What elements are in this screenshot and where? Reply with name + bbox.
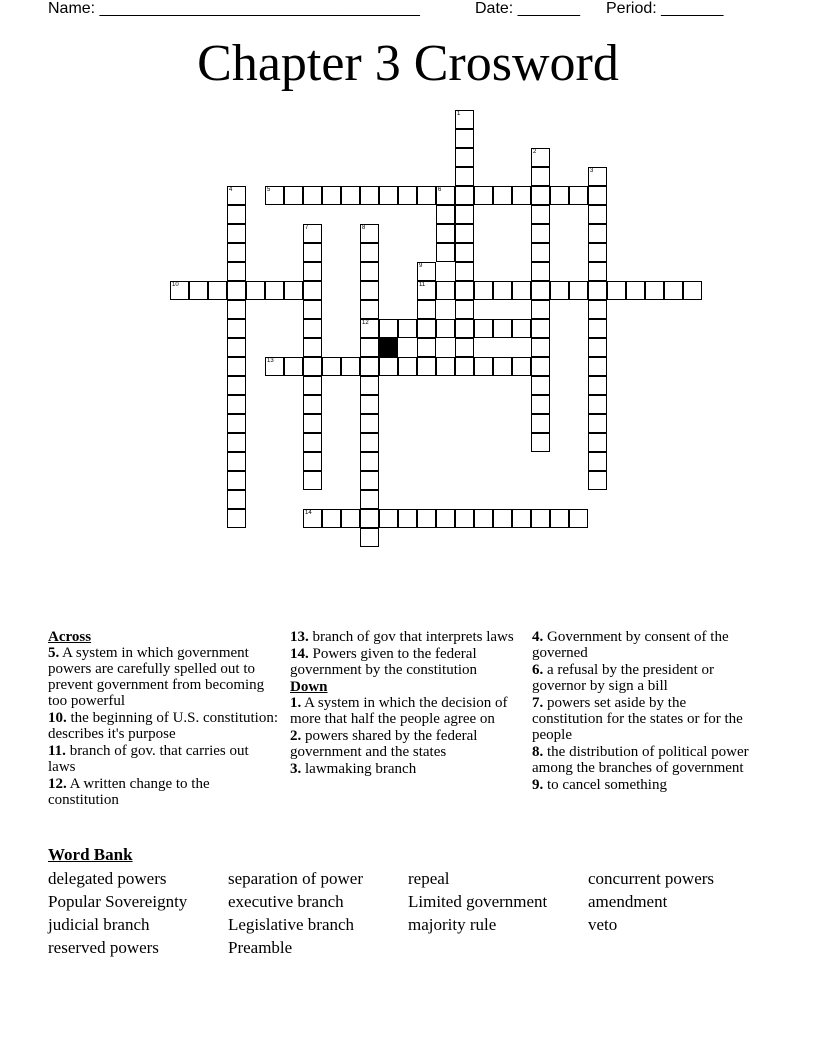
clue-item <box>290 761 525 777</box>
word-bank-item: reserved powers <box>48 938 159 957</box>
clue-number: 11. <box>48 743 66 759</box>
crossword-cell[interactable] <box>227 186 246 205</box>
crossword-cell[interactable] <box>455 281 474 300</box>
crossword-cell[interactable] <box>398 319 417 338</box>
clue-number: 5. <box>48 645 60 661</box>
crossword-cell[interactable] <box>189 281 208 300</box>
clue-text: Government by consent of the governed <box>532 629 729 661</box>
crossword-cell[interactable] <box>360 414 379 433</box>
crossword-cell[interactable] <box>588 243 607 262</box>
crossword-cell[interactable] <box>322 509 341 528</box>
crossword-cell[interactable] <box>360 357 379 376</box>
crossword-cell[interactable] <box>512 319 531 338</box>
cell-number: 5 <box>267 187 271 193</box>
cell-number: 9 <box>419 263 423 269</box>
crossword-cell[interactable] <box>436 205 455 224</box>
crossword-cell[interactable] <box>588 186 607 205</box>
clue-item <box>532 662 757 694</box>
crossword-cell[interactable] <box>455 319 474 338</box>
crossword-cell[interactable] <box>588 262 607 281</box>
crossword-cell[interactable] <box>455 338 474 357</box>
crossword-cell[interactable] <box>360 433 379 452</box>
crossword-cell[interactable] <box>360 490 379 509</box>
crossword-cell[interactable] <box>436 186 455 205</box>
clue-text: branch of gov. that carries out laws <box>48 743 249 775</box>
crossword-cell[interactable] <box>417 186 436 205</box>
crossword-cell[interactable] <box>455 357 474 376</box>
crossword-cell[interactable] <box>455 224 474 243</box>
crossword-cell[interactable] <box>246 281 265 300</box>
clue-text: lawmaking branch <box>301 761 417 777</box>
clue-number: 4. <box>532 629 544 645</box>
crossword-cell[interactable] <box>341 509 360 528</box>
crossword-cell[interactable] <box>436 319 455 338</box>
clue-number: 7. <box>532 695 544 711</box>
crossword-cell[interactable] <box>455 186 474 205</box>
clue-text: Powers given to the federal government by the constitution <box>290 646 478 678</box>
clues-column-3 <box>532 629 757 794</box>
crossword-cell[interactable] <box>379 186 398 205</box>
crossword-cell[interactable] <box>227 281 246 300</box>
clue-item <box>290 646 525 678</box>
crossword-cell[interactable] <box>512 281 531 300</box>
word-bank-item: separation of power <box>228 869 364 888</box>
clue-text: A system in which government powers are carefully spelled out to prevent government from becoming too powerful <box>48 645 265 709</box>
page-title: Chapter 3 Crosword <box>197 35 619 92</box>
crossword-cell[interactable] <box>322 186 341 205</box>
crossword-cell[interactable] <box>379 357 398 376</box>
clue-item <box>290 728 525 760</box>
clue-number: 9. <box>532 777 544 793</box>
crossword-cell[interactable] <box>493 357 512 376</box>
crossword-cell[interactable] <box>303 262 322 281</box>
crossword-cell[interactable] <box>531 243 550 262</box>
crossword-cell[interactable] <box>398 186 417 205</box>
crossword-cell[interactable] <box>683 281 702 300</box>
crossword-cell[interactable] <box>531 186 550 205</box>
crossword-cell[interactable] <box>493 186 512 205</box>
crossword-cell[interactable] <box>417 357 436 376</box>
crossword-cell[interactable] <box>569 509 588 528</box>
crossword-cell[interactable] <box>398 509 417 528</box>
crossword-cell[interactable] <box>455 148 474 167</box>
crossword-cell[interactable] <box>531 148 550 167</box>
crossword-cell[interactable] <box>227 243 246 262</box>
clue-text: to cancel something <box>543 777 667 793</box>
crossword-cell[interactable] <box>227 319 246 338</box>
clue-text: branch of gov that interprets laws <box>308 629 514 645</box>
crossword-cell[interactable] <box>227 490 246 509</box>
clue-item <box>48 743 278 775</box>
crossword-cell[interactable] <box>531 414 550 433</box>
crossword-cell[interactable] <box>208 281 227 300</box>
crossword-cell[interactable] <box>531 205 550 224</box>
crossword-cell[interactable] <box>360 186 379 205</box>
crossword-cell[interactable] <box>303 319 322 338</box>
clue-text: the beginning of U.S. constitution: describes it's purpose <box>48 710 278 742</box>
crossword-cell[interactable] <box>227 205 246 224</box>
clue-number: 2. <box>290 728 302 744</box>
crossword-cell[interactable] <box>588 167 607 186</box>
clue-number: 10. <box>48 710 67 726</box>
crossword-cell[interactable] <box>303 300 322 319</box>
crossword-cell[interactable] <box>227 395 246 414</box>
clue-text: a refusal by the president or governor by sign a bill <box>532 662 715 694</box>
crossword-cell[interactable] <box>455 300 474 319</box>
crossword-cell[interactable] <box>227 471 246 490</box>
crossword-cell[interactable] <box>360 262 379 281</box>
crossword-cell[interactable] <box>303 395 322 414</box>
clue-number: 14. <box>290 646 309 662</box>
crossword-cell[interactable] <box>664 281 683 300</box>
cell-number: 6 <box>438 187 442 193</box>
clue-text: powers shared by the federal government and the states <box>290 728 478 760</box>
clue-item <box>48 645 278 709</box>
crossword-cell[interactable] <box>531 376 550 395</box>
crossword-cell[interactable] <box>170 281 189 300</box>
crossword-cell[interactable] <box>550 281 569 300</box>
crossword-cell[interactable] <box>227 338 246 357</box>
crossword-cell[interactable] <box>436 224 455 243</box>
crossword-cell[interactable] <box>436 281 455 300</box>
crossword-cell[interactable] <box>303 186 322 205</box>
crossword-cell[interactable] <box>227 224 246 243</box>
crossword-cell[interactable] <box>588 205 607 224</box>
clue-text: A system in which the decision of more that half the people agree on <box>290 695 508 727</box>
crossword-cell[interactable] <box>303 357 322 376</box>
crossword-cell[interactable] <box>303 376 322 395</box>
crossword-cell[interactable] <box>417 281 436 300</box>
crossword-cell[interactable] <box>531 319 550 338</box>
clue-item <box>532 629 757 661</box>
word-bank <box>48 867 788 959</box>
crossword-cell[interactable] <box>379 509 398 528</box>
crossword-cell[interactable] <box>360 395 379 414</box>
crossword-cell[interactable] <box>303 471 322 490</box>
crossword-cell[interactable] <box>360 471 379 490</box>
crossword-cell[interactable] <box>303 433 322 452</box>
clue-item <box>532 695 757 743</box>
crossword-cell[interactable] <box>588 224 607 243</box>
crossword-cell[interactable] <box>227 509 246 528</box>
clue-text: the distribution of political power among the branches of government <box>532 744 749 776</box>
crossword-cell[interactable] <box>474 357 493 376</box>
cell-number: 11 <box>419 282 426 288</box>
crossword-cell[interactable] <box>303 338 322 357</box>
crossword-cell[interactable] <box>227 376 246 395</box>
clue-item <box>290 629 525 645</box>
crossword-cell[interactable] <box>493 319 512 338</box>
crossword-cell[interactable] <box>588 357 607 376</box>
crossword-cell[interactable] <box>360 338 379 357</box>
across-heading: Across <box>48 629 92 645</box>
crossword-cell[interactable] <box>474 509 493 528</box>
crossword-cell[interactable] <box>493 509 512 528</box>
clue-number: 3. <box>290 761 302 777</box>
word-bank-heading: Word Bank <box>48 845 133 864</box>
crossword-cell[interactable] <box>303 281 322 300</box>
crossword-cell[interactable] <box>455 205 474 224</box>
crossword-cell[interactable] <box>417 300 436 319</box>
crossword-cell[interactable] <box>322 357 341 376</box>
crossword-cell[interactable] <box>303 224 322 243</box>
crossword-cell[interactable] <box>512 357 531 376</box>
crossword-cell[interactable] <box>360 509 379 528</box>
crossword-cell[interactable] <box>417 262 436 281</box>
crossword-cell[interactable] <box>284 281 303 300</box>
crossword-cell[interactable] <box>417 319 436 338</box>
crossword-cell[interactable] <box>626 281 645 300</box>
crossword-cell[interactable] <box>607 281 626 300</box>
crossword-cell[interactable] <box>398 357 417 376</box>
clue-item <box>48 776 278 808</box>
word-bank-item: judicial branch <box>48 915 150 934</box>
clue-number: 8. <box>532 744 544 760</box>
cell-number: 12 <box>362 320 369 326</box>
crossword-cell[interactable] <box>284 186 303 205</box>
crossword-cell[interactable] <box>493 281 512 300</box>
crossword-cell[interactable] <box>227 414 246 433</box>
crossword-cell[interactable] <box>341 186 360 205</box>
crossword-cell[interactable] <box>531 167 550 186</box>
crossword-cell[interactable] <box>360 224 379 243</box>
cell-number: 3 <box>590 168 594 174</box>
crossword-cell[interactable] <box>284 357 303 376</box>
word-bank-item: repeal <box>408 869 450 888</box>
word-bank-item: Limited government <box>408 892 548 911</box>
crossword-cell[interactable] <box>588 300 607 319</box>
word-bank-item: veto <box>588 915 618 934</box>
crossword-cell[interactable] <box>417 509 436 528</box>
cell-number: 4 <box>229 187 233 193</box>
word-bank-item: majority rule <box>408 915 497 934</box>
crossword-cell[interactable] <box>474 281 493 300</box>
crossword-cell[interactable] <box>588 338 607 357</box>
crossword-cell[interactable] <box>455 243 474 262</box>
across-clue-list-continued <box>290 629 525 678</box>
clue-number: 13. <box>290 629 309 645</box>
crossword-cell[interactable] <box>455 509 474 528</box>
crossword-cell[interactable] <box>227 452 246 471</box>
crossword-cell[interactable] <box>417 338 436 357</box>
clue-text: A written change to the constitution <box>48 776 210 808</box>
crossword-cell[interactable] <box>588 414 607 433</box>
crossword-cell[interactable] <box>303 243 322 262</box>
cell-number: 8 <box>362 225 366 231</box>
crossword-cell[interactable] <box>303 509 322 528</box>
crossword-cell[interactable] <box>265 281 284 300</box>
crossword-cell[interactable] <box>303 452 322 471</box>
clue-number: 1. <box>290 695 302 711</box>
across-clue-list <box>48 645 278 808</box>
crossword-cell[interactable] <box>531 395 550 414</box>
crossword-cell[interactable] <box>379 319 398 338</box>
crossword-cell[interactable] <box>474 186 493 205</box>
crossword-cell[interactable] <box>531 281 550 300</box>
crossword-cell[interactable] <box>360 376 379 395</box>
crossword-cell[interactable] <box>531 433 550 452</box>
crossword-cell[interactable] <box>455 110 474 129</box>
clues-column-2 <box>290 629 525 778</box>
word-bank-item: amendment <box>588 892 668 911</box>
crossword-cell[interactable] <box>588 471 607 490</box>
date-field[interactable]: Date: _______ <box>475 0 580 17</box>
word-bank-item: Legislative branch <box>228 915 355 934</box>
crossword-cell[interactable] <box>531 357 550 376</box>
word-bank-item: Popular Sovereignty <box>48 892 188 911</box>
crossword-cell[interactable] <box>531 509 550 528</box>
crossword-cell[interactable] <box>436 509 455 528</box>
crossword-cell[interactable] <box>531 262 550 281</box>
crossword-cell[interactable] <box>550 509 569 528</box>
crossword-cell[interactable] <box>360 452 379 471</box>
crossword-cell[interactable] <box>588 319 607 338</box>
crossword-cell[interactable] <box>550 186 569 205</box>
clue-item <box>290 695 525 727</box>
word-bank-item: concurrent powers <box>588 869 715 888</box>
crossword-cell[interactable] <box>588 433 607 452</box>
down-heading: Down <box>290 679 328 695</box>
down-clue-list <box>290 695 525 777</box>
crossword-cell[interactable] <box>360 300 379 319</box>
crossword-cell[interactable] <box>436 357 455 376</box>
word-bank-item: executive branch <box>228 892 344 911</box>
crossword-cell[interactable] <box>360 243 379 262</box>
period-field[interactable]: Period: _______ <box>606 0 724 17</box>
cell-number: 10 <box>172 282 179 288</box>
crossword-cell[interactable] <box>531 224 550 243</box>
crossword-cell[interactable] <box>227 262 246 281</box>
crossword-cell[interactable] <box>360 281 379 300</box>
crossword-cell[interactable] <box>455 262 474 281</box>
clue-item <box>48 710 278 742</box>
crossword-cell[interactable] <box>588 395 607 414</box>
crossword-cell[interactable] <box>265 357 284 376</box>
crossword-cell[interactable] <box>512 186 531 205</box>
clue-item <box>532 777 757 793</box>
word-bank-item: delegated powers <box>48 869 167 888</box>
clue-number: 6. <box>532 662 544 678</box>
crossword-cell[interactable] <box>265 186 284 205</box>
crossword-cell[interactable] <box>645 281 664 300</box>
clues-column-1 <box>48 629 278 809</box>
crossword-cell[interactable] <box>436 243 455 262</box>
crossword-cell[interactable] <box>512 509 531 528</box>
cell-number: 13 <box>267 358 274 364</box>
crossword-cell[interactable] <box>227 300 246 319</box>
crossword-cell[interactable] <box>360 528 379 547</box>
crossword-cell[interactable] <box>531 300 550 319</box>
clue-number: 12. <box>48 776 67 792</box>
crossword-cell[interactable] <box>360 319 379 338</box>
clue-text: powers set aside by the constitution for the states or for the people <box>532 695 743 743</box>
crossword-cell[interactable] <box>455 167 474 186</box>
cell-number: 2 <box>533 149 537 155</box>
down-clue-list-continued <box>532 629 757 793</box>
clue-item <box>532 744 757 776</box>
crossword-cell[interactable] <box>531 338 550 357</box>
crossword-cell[interactable] <box>588 376 607 395</box>
word-bank-item: Preamble <box>228 938 293 957</box>
crossword-cell[interactable] <box>227 433 246 452</box>
crossword-cell[interactable] <box>569 281 588 300</box>
crossword-cell[interactable] <box>569 186 588 205</box>
cell-number: 14 <box>305 510 312 516</box>
name-field[interactable]: Name: ____________________________________ <box>48 0 420 17</box>
crossword-cell[interactable] <box>588 452 607 471</box>
crossword-cell[interactable] <box>303 414 322 433</box>
crossword-cell[interactable] <box>588 281 607 300</box>
crossword-cell[interactable] <box>455 129 474 148</box>
crossword-cell[interactable] <box>474 319 493 338</box>
cell-number: 7 <box>305 225 309 231</box>
crossword-cell[interactable] <box>341 357 360 376</box>
cell-number: 1 <box>457 111 461 117</box>
black-cell <box>379 338 398 357</box>
crossword-cell[interactable] <box>227 357 246 376</box>
